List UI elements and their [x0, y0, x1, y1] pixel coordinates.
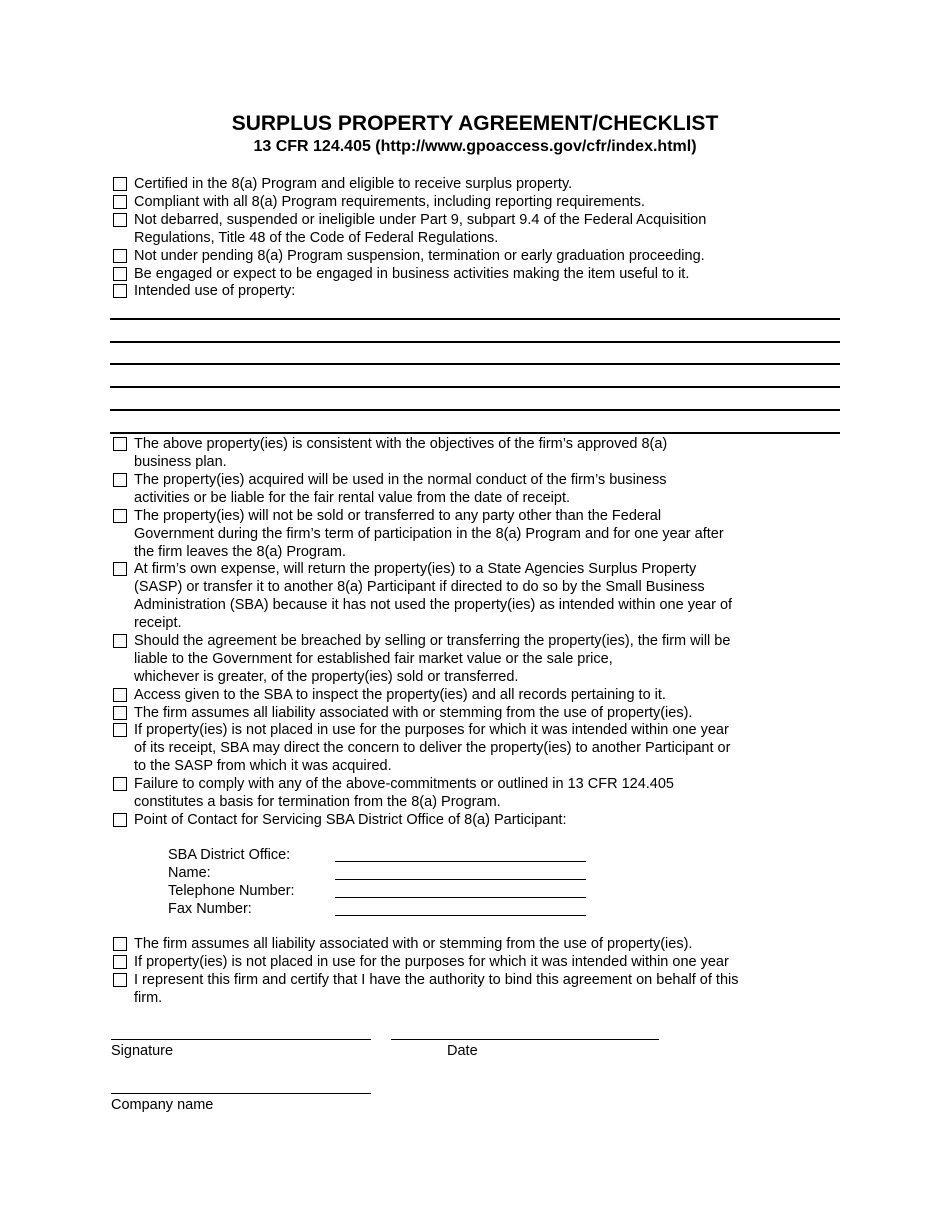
checkbox[interactable]: [113, 777, 127, 791]
district-office-field[interactable]: [335, 861, 586, 862]
checklist-item-text: firm.: [134, 989, 163, 1006]
checklist-item-text: Be engaged or expect to be engaged in business activities making the item useful to it.: [134, 265, 690, 282]
checklist-item-text: Intended use of property:: [134, 283, 296, 300]
signature-line[interactable]: [111, 1039, 371, 1040]
signature-label: Signature: [111, 1043, 174, 1059]
date-label: Date: [447, 1043, 478, 1059]
checklist-item-text: activities or be liable for the fair rental value from the date of receipt.: [134, 489, 571, 506]
date-line[interactable]: [391, 1039, 659, 1040]
checklist-item-text: constitutes a basis for termination from the 8(a) Program.: [134, 794, 501, 811]
checkbox[interactable]: [113, 195, 127, 209]
checklist-item-text: business plan.: [134, 454, 227, 470]
checkbox[interactable]: [113, 813, 127, 827]
page-subtitle: 13 CFR 124.405 (http://www.gpoaccess.gov/cfr/index.html): [253, 138, 697, 155]
intended-use-line[interactable]: [110, 409, 840, 411]
checklist-item-text: Not debarred, suspended or ineligible under Part 9, subpart 9.4 of the Federal Acquisition: [134, 211, 707, 228]
field-label-district-office: SBA District Office:: [168, 847, 291, 863]
checklist-item-text: of its receipt, SBA may direct the concern to deliver the property(ies) to another Participant or: [134, 740, 731, 757]
fax-field[interactable]: [335, 915, 586, 916]
telephone-field[interactable]: [335, 897, 586, 898]
checkbox[interactable]: [113, 562, 127, 576]
intended-use-line[interactable]: [110, 386, 840, 388]
checklist-item-text: The property(ies) acquired will be used in the normal conduct of the firm’s business: [134, 471, 667, 488]
checkbox[interactable]: [113, 973, 127, 987]
checklist-item-text: Point of Contact for Servicing SBA District Office of 8(a) Participant:: [134, 811, 567, 828]
checklist-item-text: At firm’s own expense, will return the property(ies) to a State Agencies Surplus Property: [134, 561, 697, 578]
checklist-item-text: Failure to comply with any of the above-commitments or outlined in 13 CFR 124.405: [134, 776, 674, 793]
checklist-item-text: the firm leaves the 8(a) Program.: [134, 543, 346, 560]
checkbox[interactable]: [113, 955, 127, 969]
intended-use-line[interactable]: [110, 432, 840, 434]
company-name-line[interactable]: [111, 1093, 371, 1094]
checklist-item-text: Administration (SBA) because it has not used the property(ies) as intended within one year of: [134, 597, 733, 614]
checkbox[interactable]: [113, 937, 127, 951]
checklist-item-text: Compliant with all 8(a) Program requirements, including reporting requirements.: [134, 193, 645, 210]
field-label-name: Name:: [168, 865, 211, 881]
checklist-item-text: liable to the Government for established fair market value or the sale price,: [134, 650, 613, 667]
checklist-item-text: The above property(ies) is consistent with the objectives of the firm’s approved 8(a): [134, 436, 668, 452]
company-name-label: Company name: [111, 1097, 214, 1113]
checkbox[interactable]: [113, 267, 127, 281]
checklist-item-text: Regulations, Title 48 of the Code of Federal Regulations.: [134, 229, 499, 246]
checkbox[interactable]: [113, 284, 127, 298]
checklist-item-text: Access given to the SBA to inspect the property(ies) and all records pertaining to it.: [134, 686, 666, 703]
checklist-item-text: to the SASP from which it was acquired.: [134, 758, 392, 775]
checkbox[interactable]: [113, 509, 127, 523]
checklist-item-text: If property(ies) is not placed in use for the purposes for which it was intended within one year: [134, 722, 729, 739]
checklist-item-text: The firm assumes all liability associated with or stemming from the use of property(ies).: [134, 936, 693, 952]
checklist-item-text: The firm assumes all liability associated with or stemming from the use of property(ies).: [134, 704, 693, 721]
checklist-item-text: The property(ies) will not be sold or transferred to any party other than the Federal: [134, 507, 662, 524]
intended-use-line[interactable]: [110, 341, 840, 343]
field-label-fax: Fax Number:: [168, 901, 252, 917]
intended-use-line[interactable]: [110, 318, 840, 320]
checklist-item-text: Not under pending 8(a) Program suspension, termination or early graduation proceeding.: [134, 247, 705, 264]
checkbox[interactable]: [113, 688, 127, 702]
checklist-item-text: Should the agreement be breached by selling or transferring the property(ies), the firm will be: [134, 632, 731, 649]
page-title: SURPLUS PROPERTY AGREEMENT/CHECKLIST: [231, 112, 719, 135]
intended-use-line[interactable]: [110, 363, 840, 365]
checkbox[interactable]: [113, 177, 127, 191]
checkbox[interactable]: [113, 249, 127, 263]
checklist-item-text: whichever is greater, of the property(ies) sold or transferred.: [134, 668, 519, 685]
checklist-item-text: receipt.: [134, 615, 182, 632]
checklist-item-text: Certified in the 8(a) Program and eligible to receive surplus property.: [134, 176, 573, 192]
checkbox[interactable]: [113, 473, 127, 487]
checkbox[interactable]: [113, 634, 127, 648]
field-label-telephone: Telephone Number:: [168, 883, 295, 899]
checkbox[interactable]: [113, 706, 127, 720]
checklist-item-text: (SASP) or transfer it to another 8(a) Participant if directed to do so by the Small Business: [134, 579, 705, 596]
checkbox[interactable]: [113, 437, 127, 451]
checkbox[interactable]: [113, 213, 127, 227]
checklist-item-text: I represent this firm and certify that I have the authority to bind this agreement on behalf of this: [134, 971, 739, 988]
checklist-item-text: If property(ies) is not placed in use for the purposes for which it was intended within one year: [134, 953, 729, 970]
name-field[interactable]: [335, 879, 586, 880]
checkbox[interactable]: [113, 723, 127, 737]
checklist-item-text: Government during the firm’s term of participation in the 8(a) Program and for one year after: [134, 525, 724, 542]
